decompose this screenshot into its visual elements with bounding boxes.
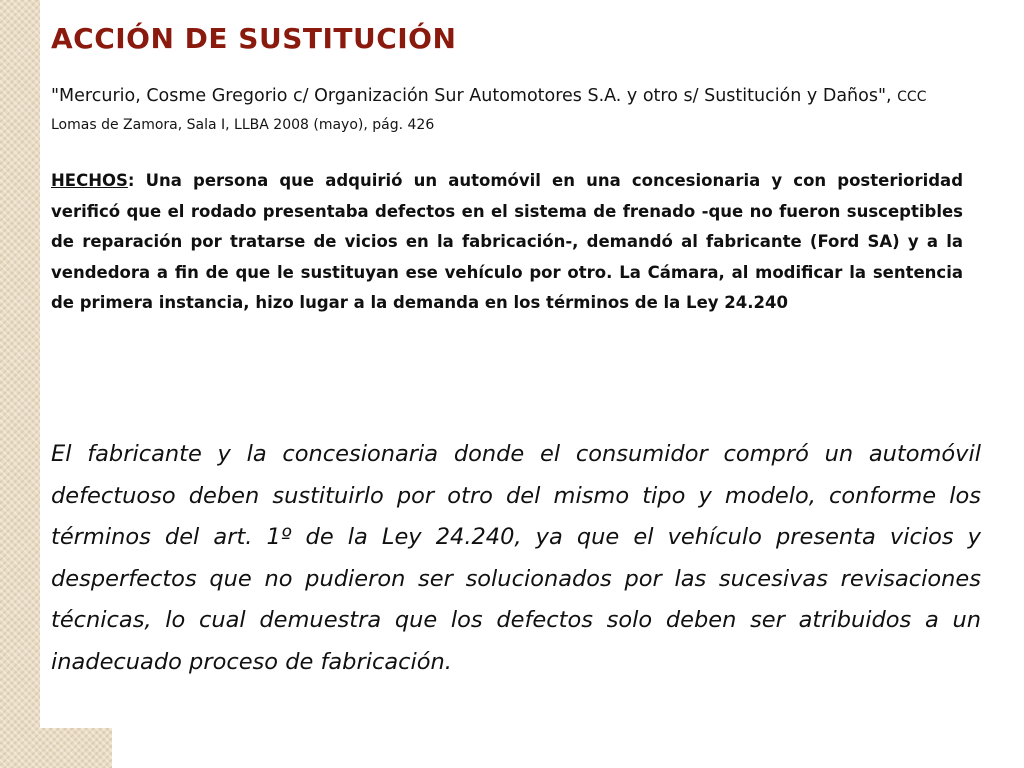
case-name: "Mercurio, Cosme Gregorio c/ Organización Sur Automotores S.A. y otro s/ Sustitución y Daños",: [51, 86, 892, 106]
case-court-detail: CCC Lomas de Zamora, Sala I, LLBA 2008 (mayo), pág. 426: [51, 89, 927, 133]
facts-paragraph: [51, 166, 963, 319]
slide-title: ACCIÓN DE SUSTITUCIÓN: [51, 22, 457, 55]
facts-label: HECHOS: [51, 171, 128, 190]
case-citation: [51, 83, 971, 139]
holding-paragraph: El fabricante y la concesionaria donde el consumidor compró un automóvil defectuoso deben sustituirlo por otro del mismo tipo y modelo, conforme los términos del art. 1º de la Ley 24.240, ya que el vehículo presenta vicios y desperfectos que no pudieron ser solucionados por las sucesivas revisaciones técnicas, lo cual demuestra que los defectos solo deben ser atribuidos a un inadecuado proceso de fabricación.: [51, 441, 981, 675]
facts-text: : Una persona que adquirió un automóvil en una concesionaria y con posterioridad verificó que el rodado presentaba defectos en el sistema de frenado -que no fueron susceptibles de reparación por tratarse de vicios en la fabricación-, demandó al fabricante (Ford SA) y a la vendedora a fin de que le sustituyan ese vehículo por otro. La Cámara, al modificar la sentencia de primera instancia, hizo lugar a la demanda en los términos de la Ley 24.240: [51, 171, 963, 312]
